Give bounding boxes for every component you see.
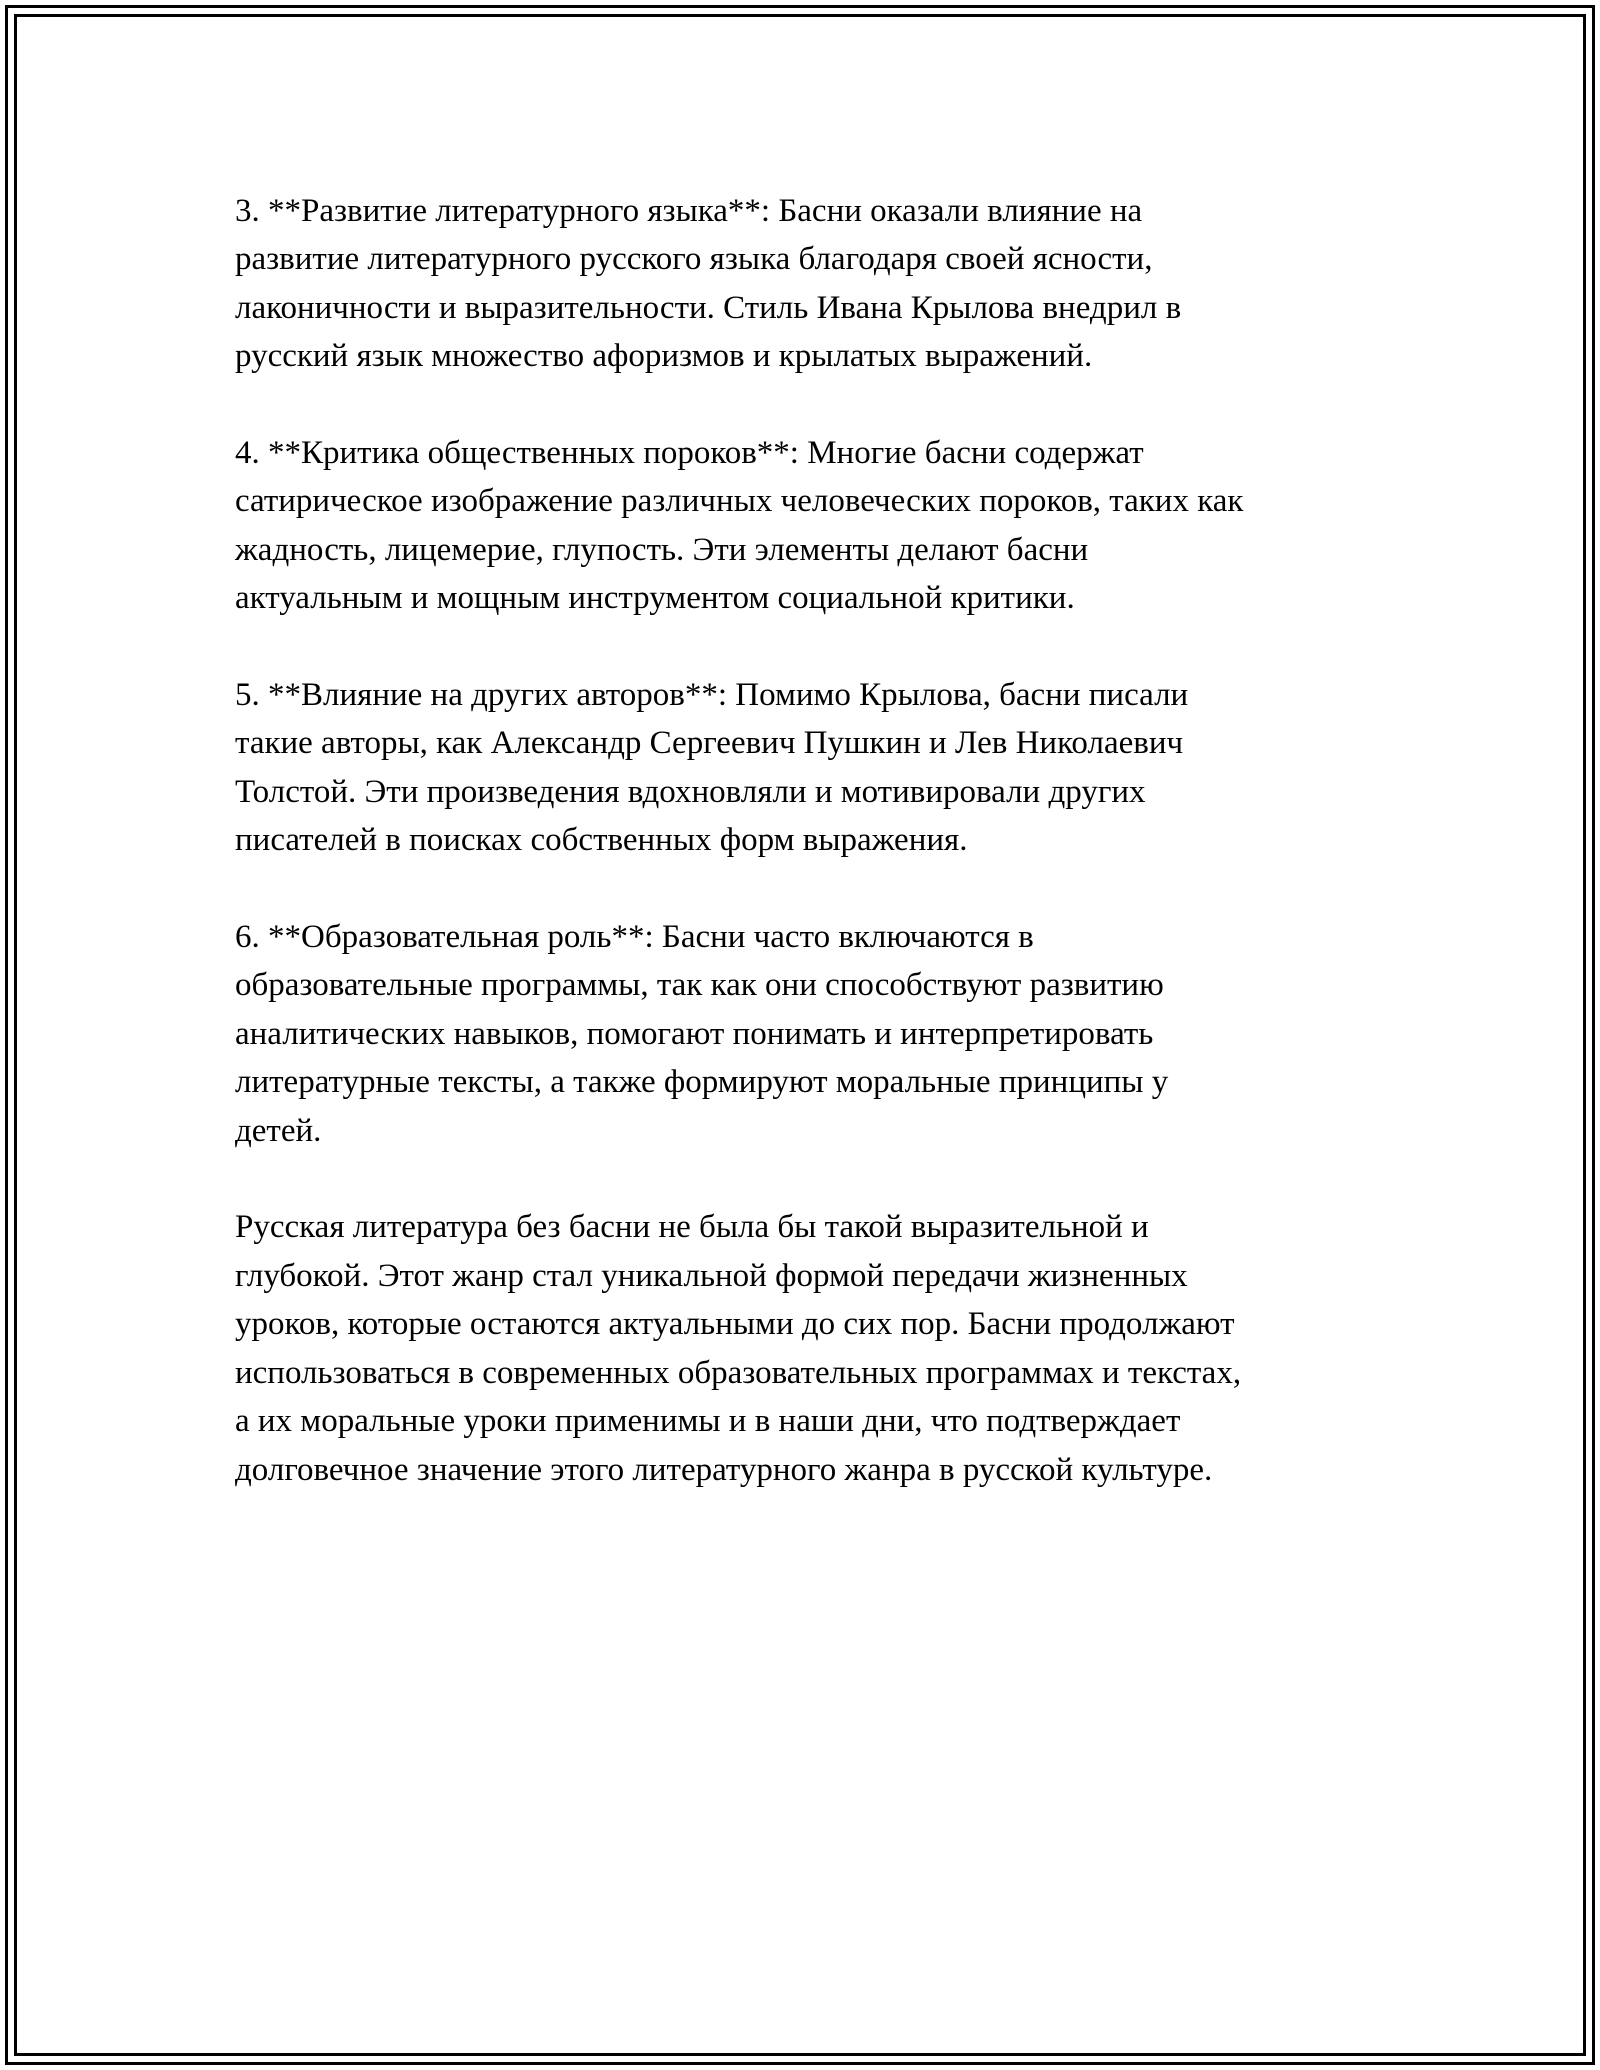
paragraph-social-criticism: 4. **Критика общественных пороков**: Многие басни содержат сатирическое изображение различных человеческих пороков, таких как жадность, лицемерие, глупость. Эти элементы делают басни актуальным и мощным инструментом социальной критики. <box>235 435 1244 617</box>
paragraph-influence-on-authors: 5. **Влияние на других авторов**: Помимо Крылова, басни писали такие авторы, как Александр Сергеевич Пушкин и Лев Николаевич Толстой. Эти произведения вдохновляли и мотивировали других писателей в поисках собственных форм выражения. <box>235 677 1189 859</box>
document-body <box>235 187 1385 1542</box>
paragraph-educational-role: 6. **Образовательная роль**: Басни часто включаются в образовательные программы, так как они способствуют развитию аналитических навыков, помогают понимать и интерпретировать литературные тексты, а также формируют моральные принципы у детей. <box>235 919 1169 1149</box>
paragraph-literary-language: 3. **Развитие литературного языка**: Басни оказали влияние на развитие литературного русского языка благодаря своей ясности, лаконичности и выразительности. Стиль Ивана Крылова внедрил в русский язык множество афоризмов и крылатых выражений. <box>235 193 1182 375</box>
paragraph-conclusion: Русская литература без басни не была бы такой выразительной и глубокой. Этот жанр стал уникальной формой передачи жизненных уроков, которые остаются актуальными до сих пор. Басни продолжают использоваться в современных образовательных программах и текстах, а их моральные уроки применимы и в наши дни, что подтверждает долговечное значение этого литературного жанра в русской культуре. <box>235 1209 1242 1488</box>
